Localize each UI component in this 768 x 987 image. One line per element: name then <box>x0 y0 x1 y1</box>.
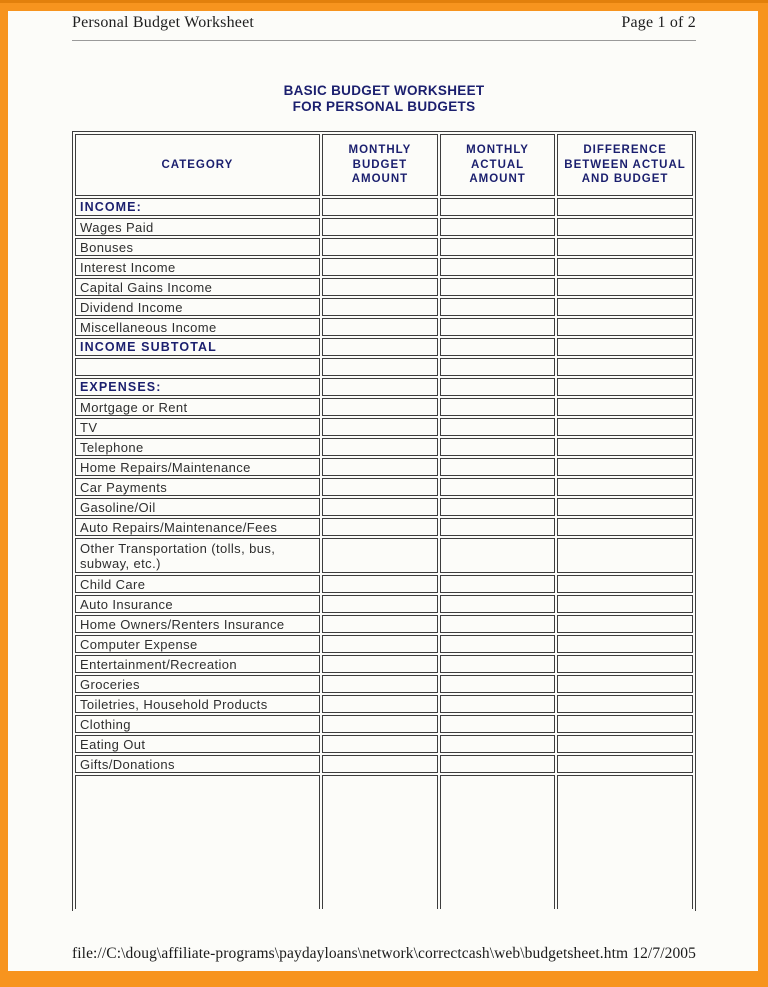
category-cell: Gifts/Donations <box>75 755 320 773</box>
difference-cell <box>557 595 693 613</box>
difference-cell <box>557 755 693 773</box>
category-cell: INCOME: <box>75 198 320 216</box>
budget-amount-cell <box>322 218 438 236</box>
document-title <box>72 83 696 114</box>
category-cell: Interest Income <box>75 258 320 276</box>
category-cell: Home Repairs/Maintenance <box>75 458 320 476</box>
budget-amount-cell <box>322 258 438 276</box>
actual-amount-cell <box>440 398 555 416</box>
category-cell: Child Care <box>75 575 320 593</box>
difference-cell <box>557 695 693 713</box>
budget-amount-cell <box>322 418 438 436</box>
budget-amount-cell <box>322 458 438 476</box>
actual-amount-cell <box>440 318 555 336</box>
header-rule <box>72 40 696 41</box>
category-cell: Bonuses <box>75 238 320 256</box>
table-row <box>75 278 693 296</box>
table-row <box>75 518 693 536</box>
actual-amount-cell <box>440 438 555 456</box>
budget-amount-cell <box>322 358 438 376</box>
budget-amount-cell <box>322 695 438 713</box>
actual-amount-cell <box>440 655 555 673</box>
category-cell: Mortgage or Rent <box>75 398 320 416</box>
table-row <box>75 238 693 256</box>
difference-cell <box>557 418 693 436</box>
table-row <box>75 735 693 753</box>
table-row <box>75 675 693 693</box>
difference-cell <box>557 438 693 456</box>
difference-cell <box>557 338 693 356</box>
actual-amount-cell <box>440 595 555 613</box>
table-row <box>75 338 693 356</box>
actual-amount-cell <box>440 338 555 356</box>
table-row <box>75 478 693 496</box>
actual-amount-cell <box>440 715 555 733</box>
budget-amount-cell <box>322 575 438 593</box>
difference-cell <box>557 258 693 276</box>
actual-amount-cell <box>440 518 555 536</box>
actual-amount-cell <box>440 635 555 653</box>
difference-cell <box>557 398 693 416</box>
difference-cell <box>557 358 693 376</box>
category-cell <box>75 775 320 909</box>
difference-cell <box>557 498 693 516</box>
category-cell <box>75 358 320 376</box>
table-row <box>75 655 693 673</box>
budget-amount-cell <box>322 238 438 256</box>
table-row <box>75 358 693 376</box>
table-row <box>75 695 693 713</box>
difference-cell <box>557 518 693 536</box>
budget-amount-cell <box>322 338 438 356</box>
table-row <box>75 755 693 773</box>
budget-amount-cell <box>322 318 438 336</box>
table-row <box>75 418 693 436</box>
difference-cell <box>557 238 693 256</box>
table-row <box>75 538 693 573</box>
difference-cell <box>557 478 693 496</box>
table-row <box>75 615 693 633</box>
difference-cell <box>557 378 693 396</box>
category-cell: Eating Out <box>75 735 320 753</box>
difference-cell <box>557 675 693 693</box>
difference-cell <box>557 615 693 633</box>
table-row <box>75 635 693 653</box>
actual-amount-cell <box>440 575 555 593</box>
category-cell: Home Owners/Renters Insurance <box>75 615 320 633</box>
difference-cell <box>557 655 693 673</box>
print-footer <box>72 945 696 963</box>
worksheet-page <box>8 11 758 971</box>
column-header: MONTHLY ACTUAL AMOUNT <box>440 134 555 196</box>
table-row <box>75 775 693 909</box>
print-header <box>72 14 696 34</box>
difference-cell <box>557 538 693 573</box>
category-cell: Toiletries, Household Products <box>75 695 320 713</box>
difference-cell <box>557 715 693 733</box>
difference-cell <box>557 218 693 236</box>
budget-amount-cell <box>322 278 438 296</box>
category-cell: INCOME SUBTOTAL <box>75 338 320 356</box>
budget-amount-cell <box>322 615 438 633</box>
table-row <box>75 318 693 336</box>
budget-amount-cell <box>322 675 438 693</box>
category-cell: Entertainment/Recreation <box>75 655 320 673</box>
table-row <box>75 595 693 613</box>
column-header: CATEGORY <box>75 134 320 196</box>
difference-cell <box>557 198 693 216</box>
actual-amount-cell <box>440 378 555 396</box>
table-row <box>75 438 693 456</box>
difference-cell <box>557 318 693 336</box>
category-cell: Computer Expense <box>75 635 320 653</box>
table-row <box>75 198 693 216</box>
document-title-line1: BASIC BUDGET WORKSHEET <box>283 83 485 98</box>
document-title-line2: FOR PERSONAL BUDGETS <box>292 98 476 114</box>
budget-amount-cell <box>322 715 438 733</box>
table-row <box>75 218 693 236</box>
difference-cell <box>557 735 693 753</box>
actual-amount-cell <box>440 238 555 256</box>
difference-cell <box>557 278 693 296</box>
category-cell: EXPENSES: <box>75 378 320 396</box>
table-row <box>75 715 693 733</box>
budget-amount-cell <box>322 595 438 613</box>
budget-table-grid <box>73 132 695 911</box>
actual-amount-cell <box>440 418 555 436</box>
difference-cell <box>557 458 693 476</box>
print-footer-file-path: file://C:\doug\affiliate-programs\paydayloans\network\correctcash\web\budgetsheet.htm <box>72 945 629 962</box>
column-header: DIFFERENCE BETWEEN ACTUAL AND BUDGET <box>557 134 693 196</box>
table-row <box>75 575 693 593</box>
print-footer-date: 12/7/2005 <box>632 945 696 962</box>
budget-amount-cell <box>322 538 438 573</box>
table-row <box>75 398 693 416</box>
category-cell: Auto Repairs/Maintenance/Fees <box>75 518 320 536</box>
actual-amount-cell <box>440 458 555 476</box>
budget-amount-cell <box>322 198 438 216</box>
category-cell: TV <box>75 418 320 436</box>
actual-amount-cell <box>440 298 555 316</box>
table-row <box>75 458 693 476</box>
category-cell: Gasoline/Oil <box>75 498 320 516</box>
actual-amount-cell <box>440 675 555 693</box>
actual-amount-cell <box>440 775 555 909</box>
difference-cell <box>557 575 693 593</box>
print-header-page-number: Page 1 of 2 <box>621 14 696 31</box>
actual-amount-cell <box>440 198 555 216</box>
budget-table-body <box>75 198 693 909</box>
category-cell: Capital Gains Income <box>75 278 320 296</box>
category-cell: Wages Paid <box>75 218 320 236</box>
budget-amount-cell <box>322 398 438 416</box>
budget-amount-cell <box>322 478 438 496</box>
category-cell: Auto Insurance <box>75 595 320 613</box>
actual-amount-cell <box>440 615 555 633</box>
actual-amount-cell <box>440 755 555 773</box>
category-cell: Telephone <box>75 438 320 456</box>
actual-amount-cell <box>440 358 555 376</box>
budget-amount-cell <box>322 755 438 773</box>
category-cell: Other Transportation (tolls, bus, subway, etc.) <box>75 538 320 573</box>
budget-amount-cell <box>322 635 438 653</box>
actual-amount-cell <box>440 538 555 573</box>
actual-amount-cell <box>440 278 555 296</box>
budget-amount-cell <box>322 438 438 456</box>
budget-amount-cell <box>322 775 438 909</box>
category-cell: Clothing <box>75 715 320 733</box>
budget-amount-cell <box>322 735 438 753</box>
actual-amount-cell <box>440 498 555 516</box>
actual-amount-cell <box>440 258 555 276</box>
budget-amount-cell <box>322 378 438 396</box>
actual-amount-cell <box>440 695 555 713</box>
category-cell: Groceries <box>75 675 320 693</box>
category-cell: Dividend Income <box>75 298 320 316</box>
difference-cell <box>557 298 693 316</box>
budget-amount-cell <box>322 498 438 516</box>
table-row <box>75 298 693 316</box>
budget-amount-cell <box>322 655 438 673</box>
actual-amount-cell <box>440 735 555 753</box>
difference-cell <box>557 775 693 909</box>
budget-amount-cell <box>322 298 438 316</box>
table-row <box>75 378 693 396</box>
print-header-title: Personal Budget Worksheet <box>72 14 255 31</box>
table-row <box>75 258 693 276</box>
table-header-row <box>75 134 693 196</box>
actual-amount-cell <box>440 218 555 236</box>
budget-amount-cell <box>322 518 438 536</box>
category-cell: Miscellaneous Income <box>75 318 320 336</box>
difference-cell <box>557 635 693 653</box>
table-row <box>75 498 693 516</box>
budget-table <box>72 131 696 911</box>
column-header: MONTHLY BUDGET AMOUNT <box>322 134 438 196</box>
category-cell: Car Payments <box>75 478 320 496</box>
actual-amount-cell <box>440 478 555 496</box>
